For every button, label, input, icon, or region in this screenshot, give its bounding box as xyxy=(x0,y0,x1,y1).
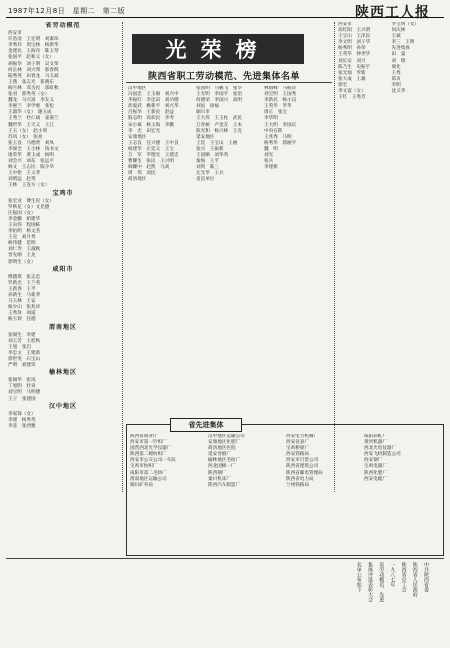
name-line: 苏风（女） 张亮 xyxy=(8,134,43,140)
name-line: 丁旭明 杜泉 xyxy=(8,384,36,390)
name-line: 刘光 xyxy=(264,153,274,159)
name-line: 李明 xyxy=(391,82,401,88)
name-line: 王中伦 王义孝 xyxy=(8,171,41,177)
name-line: 李华明 xyxy=(264,116,278,122)
name-line: 张君 郭秀英（女） xyxy=(8,92,50,98)
name-line: 刘宝明 马明德 xyxy=(8,390,41,396)
name-line: 何德荣 李国兴 高明 xyxy=(196,98,242,104)
name-line: 名单公布如下 xyxy=(355,562,362,592)
left-lines-6 xyxy=(8,412,118,430)
name-line: 陈乃生 史振宇 xyxy=(338,64,371,70)
name-line: 陕西省人民政府 xyxy=(411,562,418,597)
name-line: 商洛地区医院 xyxy=(208,446,236,452)
name-line: 陕西省商业厅 xyxy=(130,434,158,439)
name-line: 国营西北光学仪器厂 xyxy=(130,446,172,452)
name-line: 陕西省电力局 xyxy=(286,476,314,482)
center-column xyxy=(128,86,328,412)
collective-list xyxy=(130,434,438,552)
left-divider xyxy=(122,22,123,492)
name-line: 李惠兰 李学惠 张松 xyxy=(8,104,54,110)
name-line: 刘仁寿 王淑秋 xyxy=(8,247,41,253)
name-line: 周正 张宝 xyxy=(264,110,287,116)
name-line: 西安电缆厂 xyxy=(364,476,387,482)
left-lines-2 xyxy=(8,199,118,266)
date-line: 1987年12月8日 星期二 第二版 xyxy=(8,7,126,15)
name-line: 王子 张建国 xyxy=(8,396,36,402)
collective-lines xyxy=(130,434,438,489)
name-line: 张大成 王雄 xyxy=(338,76,366,82)
name-line: 刘剑 陈三 xyxy=(196,165,219,171)
name-line: 康化 xyxy=(391,64,401,70)
name-line: 张玉良 马德贤 刘凤 xyxy=(8,140,54,146)
name-line: 李文富（女） xyxy=(338,89,366,95)
name-line: 王秀兰 杜仁斌 姜菊兰 xyxy=(8,116,59,122)
name-line: 宝鸡市纺织厂 xyxy=(130,464,158,470)
name-line: 王大明 李国庆 xyxy=(264,122,297,128)
name-line: 孙新生 马新孝 xyxy=(8,293,41,299)
name-line: 西安市 xyxy=(8,31,22,37)
left-lines-3 xyxy=(8,275,118,324)
name-line: 刘星 徐福 xyxy=(196,104,219,110)
name-line: 汉中地区运输公司 xyxy=(208,434,245,439)
name-line: 杨秀明 孙荣 xyxy=(338,46,366,52)
name-line: 李金鹏 柏建华 xyxy=(8,216,41,222)
name-line: 李保全 王小林 钱书文 xyxy=(8,146,59,152)
name-line: 杨文 王志民 陈少华 xyxy=(8,165,54,171)
name-line: 王玉（女） 赵小周 xyxy=(8,128,48,134)
name-line: 渭南地区运输公司 xyxy=(130,476,167,482)
name-line: 陈光和 杨兴林 王克 xyxy=(196,128,242,134)
name-line: 王林 王连方（女） xyxy=(8,183,50,189)
name-line: 林海峰 马振洋 xyxy=(264,86,297,91)
name-line: 王大伟 王玉柱 武民 xyxy=(196,116,242,122)
left-lines-4 xyxy=(8,333,118,370)
name-line: 郭明生（女） xyxy=(8,259,36,265)
name-line: 张兴 王振新 xyxy=(196,146,224,152)
name-line: 西安市 xyxy=(338,22,352,27)
name-line: 王英华 钟世华 xyxy=(338,52,371,58)
name-line: 罗秋花（女）文克德 xyxy=(8,204,50,210)
name-line: 李忠文 王建新 xyxy=(8,350,41,356)
name-line: 刘长安 刘兴 xyxy=(338,58,366,64)
name-line: 周 伟 刘民 xyxy=(128,171,156,177)
name-line: 许浩清 王宏明 刘素珍 xyxy=(8,37,59,43)
name-line: 安康地区 xyxy=(128,134,147,140)
subtitle-rule xyxy=(126,82,332,83)
name-line: 魏龙 马兴富 李友义 xyxy=(8,98,54,104)
name-line: 李三 王明 xyxy=(391,40,415,46)
name-line: 万 军 罗德光 王建忠 xyxy=(128,153,179,159)
name-line: 西北光电仪器厂 xyxy=(364,446,397,452)
name-line: 王斌 xyxy=(391,34,401,40)
name-line: 李文明 刘子华 xyxy=(338,40,371,46)
bottom-note xyxy=(14,562,434,642)
name-line: 杨玉锁 任德 xyxy=(8,317,36,323)
name-line: 王淑华（女） 谢五成 xyxy=(8,110,52,116)
left-heading-4: 渭南地区 xyxy=(48,323,77,331)
name-line: 何长林 刘兴邦 郭春辉 xyxy=(8,67,59,73)
name-line: 中共陕西省委 xyxy=(423,562,429,592)
name-line: 郭世英 石宝山 xyxy=(8,356,41,362)
name-line: 陆秀英 田春龙 马义斌 xyxy=(8,73,59,79)
name-line: 汉中地区 xyxy=(128,86,147,91)
name-line: 左光华 王兵 xyxy=(196,171,224,177)
name-line: 省劳动模范、先进 xyxy=(378,562,385,602)
bottom-lines xyxy=(356,562,429,642)
name-line: 秦海 王平 xyxy=(196,159,219,165)
name-line: 杨秀华 郭丽平 xyxy=(264,140,297,146)
name-line: 康荣华 黄玉成 杨明 xyxy=(8,152,54,158)
name-line: 刘 瑞 xyxy=(391,58,406,64)
name-line: 铜川市 xyxy=(196,110,210,116)
right-column xyxy=(338,22,442,492)
name-line: 王廷 王宝山 王丽 xyxy=(196,140,238,146)
right-divider xyxy=(334,22,335,492)
name-line: 西安铁路局 xyxy=(286,452,309,458)
name-line: 汪振国（女） xyxy=(8,210,36,216)
name-line: 陕西钢厂 xyxy=(208,470,227,476)
name-line: 王新春 王平 xyxy=(8,286,36,292)
name-line: 魏世华 王天义 王江 xyxy=(8,122,54,128)
left-column xyxy=(8,22,118,492)
name-line: 金建民 王海舟 陈玉琴 xyxy=(8,49,59,55)
name-line: 李秀玲 周宝林 杨新华 xyxy=(8,43,59,49)
collective-heading: 省先进集体 xyxy=(170,418,242,432)
name-line: 高红阳 王兴明 xyxy=(338,28,371,34)
name-line: 阎耀中 赵凯 马高 xyxy=(128,165,170,171)
name-line: 王旭 张启 xyxy=(8,344,31,350)
name-line: 西安市百货公司 xyxy=(286,458,319,464)
name-line: 黄河机器厂 xyxy=(364,440,387,446)
name-line: 张锡生 李建 xyxy=(8,332,36,338)
name-line: 杨少山 张兆祥 xyxy=(8,305,41,311)
name-line: 杨建华 庄廷义 王宝 xyxy=(128,146,174,152)
name-line: 李彦 张西雅 xyxy=(8,423,36,429)
name-line: 晋先刚 王龙 xyxy=(8,253,36,259)
name-line: 李家锋（女） xyxy=(8,411,36,417)
name-line: 西安飞机制造公司 xyxy=(364,452,401,458)
name-line: 刘宝明 王国秀 xyxy=(264,92,297,98)
name-line: 张国明 马鹏飞 张华 xyxy=(196,86,242,91)
name-line: 铜川矿务局 xyxy=(130,482,153,488)
name-line: 陕西省邮电管理局 xyxy=(286,470,323,476)
name-line: 咸阳彩虹厂 xyxy=(364,434,387,439)
left-lines-5 xyxy=(8,378,118,402)
name-line: 兰州铁路局 xyxy=(286,482,309,488)
name-line: 陕西第二棉纺织厂 xyxy=(130,452,167,458)
name-line: 王红 王秀芳 xyxy=(338,95,366,101)
name-line: 曹耀生 张民 王兴明 xyxy=(128,159,174,165)
name-line: 西安钢厂 xyxy=(364,458,383,464)
left-heading-3: 咸阳市 xyxy=(52,265,74,273)
name-line: 吕振华 王新民 赵益 xyxy=(128,110,174,116)
honor-banner xyxy=(132,34,304,64)
bottom-rule xyxy=(6,558,444,559)
name-line: 张宏业 傅生民（女） xyxy=(8,198,54,204)
name-line: 榆林地区毛纺厂 xyxy=(208,458,241,464)
name-line: 胡振华 刘子明 吴文荣 xyxy=(8,61,59,67)
banner-subtitle: 陕西省职工劳动模范、先进集体名单 xyxy=(147,72,300,82)
name-line: 何庆林 xyxy=(391,28,406,34)
name-line: 魏 明 xyxy=(264,146,278,152)
name-line: 王光明 李国平 张治 xyxy=(196,92,242,98)
name-line: 一九八七年 xyxy=(389,562,396,587)
name-line: 王国顺 刘华英 xyxy=(196,153,229,159)
banner-title: 光荣榜 xyxy=(165,38,271,62)
name-line: 彭爱武 姚新平 刘兴华 xyxy=(128,104,179,110)
name-line: 李振红 李忠田 刘功德 xyxy=(128,98,179,104)
name-line: 西安电力机械厂 xyxy=(286,434,319,439)
name-line: 郭宏 xyxy=(338,82,348,88)
name-line: 王燕 张志光 崔晓东 xyxy=(8,79,54,85)
left-heading-5: 榆林地区 xyxy=(48,369,77,377)
left-heading: 省劳动模范 xyxy=(45,22,81,29)
name-line: 李建新 xyxy=(264,165,278,171)
right-lines xyxy=(338,22,442,101)
name-line: 冯国忠 王玉俊 刘兴中 xyxy=(128,92,179,98)
name-line: 王秀 xyxy=(391,70,401,76)
name-line: 罗新光 王兰英 xyxy=(8,280,41,286)
name-line: 秦川机床厂 xyxy=(208,476,231,482)
left-heading-6: 汉中地区 xyxy=(48,402,77,410)
name-line: 万青树 卢金友 王本 xyxy=(196,122,242,128)
name-line: 李建 杨秀英 xyxy=(8,417,36,423)
name-line: 田 曼 xyxy=(391,52,406,58)
name-line: 刘明远 赵英 xyxy=(8,177,36,183)
name-line: 王秀珍 刘道 xyxy=(8,311,36,317)
name-line: 傅德琪 张志忠 xyxy=(8,274,41,280)
name-line: 殷志明 高积民 李寿 xyxy=(128,116,174,122)
name-line: 集体评选表彰大会 xyxy=(366,562,373,602)
name-line: 刘会兴 刘东 张远平 xyxy=(8,159,54,165)
name-line: 宝鸡电器厂 xyxy=(364,464,387,470)
name-line: 张锡华 张岚 xyxy=(8,378,36,384)
name-line: 宋小斌 杨玉海 李鹏 xyxy=(128,122,174,128)
name-line: 严明 刘建荣 xyxy=(8,363,36,369)
name-line: 王向伟 程国栋 xyxy=(8,223,41,228)
masthead-title: 陕西工人报 xyxy=(355,5,430,21)
name-line: 陕西汽车制造厂 xyxy=(208,482,241,488)
header-rule xyxy=(6,17,444,18)
name-line: 刘玉芳 王桂秋 xyxy=(8,338,41,344)
left-lines xyxy=(8,31,118,189)
name-line: 张国平 赵和义（女） xyxy=(8,55,54,61)
name-line: 张光灿 罗新 xyxy=(338,70,366,76)
name-line: 陕西化肥厂 xyxy=(364,470,387,476)
name-line: 咸阳市第二毛纺厂 xyxy=(130,470,167,476)
name-line: 罗宝明（女） xyxy=(391,22,420,27)
name-line: 王宝山 王泽民 xyxy=(338,34,371,40)
name-line: 中央在陕 xyxy=(264,128,283,134)
name-line: 杨月林 邓为民 郑虹秋 xyxy=(8,85,59,91)
name-line: 李 光 田宏光 xyxy=(128,128,161,134)
name-line: 省直单位 xyxy=(196,177,215,183)
name-line: 李新民 杨小良 xyxy=(264,98,297,104)
name-line: 沈义华 xyxy=(391,89,406,95)
name-line: 商洛地区 xyxy=(128,177,147,183)
name-line: 西北国棉一厂 xyxy=(208,464,236,470)
center-lines xyxy=(128,86,328,184)
name-line: 王克 刘月秀 xyxy=(8,235,36,241)
name-line: 先进集体 xyxy=(391,46,410,52)
name-line: 马玉林 王安 xyxy=(8,299,36,305)
name-line: 延安地区 xyxy=(196,134,215,140)
name-line: 郑贞 xyxy=(391,76,401,82)
name-line: 王兆秀 马明 xyxy=(264,134,292,140)
name-line: 延安卷烟厂 xyxy=(208,452,231,458)
name-line: 李佑明 杨文杰 xyxy=(8,229,41,235)
name-line: 陕西省建筑公司 xyxy=(286,464,319,470)
name-line: 杨伟健 范明 xyxy=(8,241,36,247)
name-line: 西安市第一针织厂 xyxy=(130,440,167,446)
name-line: 王志良 任兴德 王中良 xyxy=(128,140,179,146)
name-line: 西安市公交公司一车队 xyxy=(130,458,176,464)
name-line: 宝鸡桥梁厂 xyxy=(286,446,309,452)
name-line: 西安仪表厂 xyxy=(286,440,309,446)
left-heading-2: 宝鸡市 xyxy=(52,189,74,197)
name-line: 安康地区化肥厂 xyxy=(208,440,241,446)
name-line: 张兵 xyxy=(264,159,274,165)
name-line: 王英华 罗华 xyxy=(264,104,292,110)
name-line: 陕西省总工会 xyxy=(400,562,407,592)
